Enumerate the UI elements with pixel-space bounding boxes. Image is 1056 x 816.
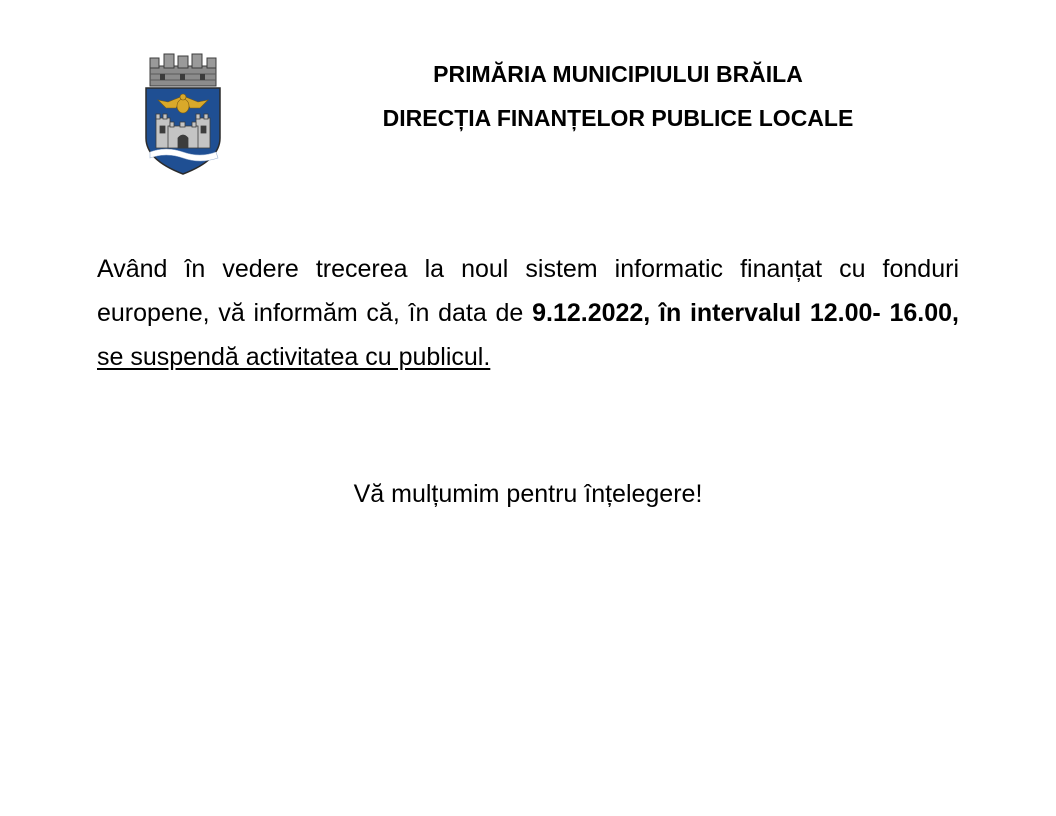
institution-name: PRIMĂRIA MUNICIPIULUI BRĂILA bbox=[433, 61, 803, 87]
notice-date-interval: 9.12.2022, în intervalul 12.00- 16.00, bbox=[532, 299, 960, 327]
notice-paragraph bbox=[97, 247, 959, 379]
notice-suspension: se suspendă activitatea cu publicul. bbox=[97, 343, 491, 371]
department-name: DIRECȚIA FINANȚELOR PUBLICE LOCALE bbox=[382, 105, 854, 131]
braila-coat-of-arms-icon bbox=[138, 52, 228, 176]
closing-thanks: Vă mulțumim pentru înțelegere! bbox=[353, 480, 703, 508]
notice-intro: Având în vedere trecerea la noul sistem informatic finanțat cu fonduri europene, vă informăm că, în data de bbox=[97, 255, 959, 327]
institution-header bbox=[300, 52, 936, 140]
mural-crown bbox=[150, 54, 216, 86]
